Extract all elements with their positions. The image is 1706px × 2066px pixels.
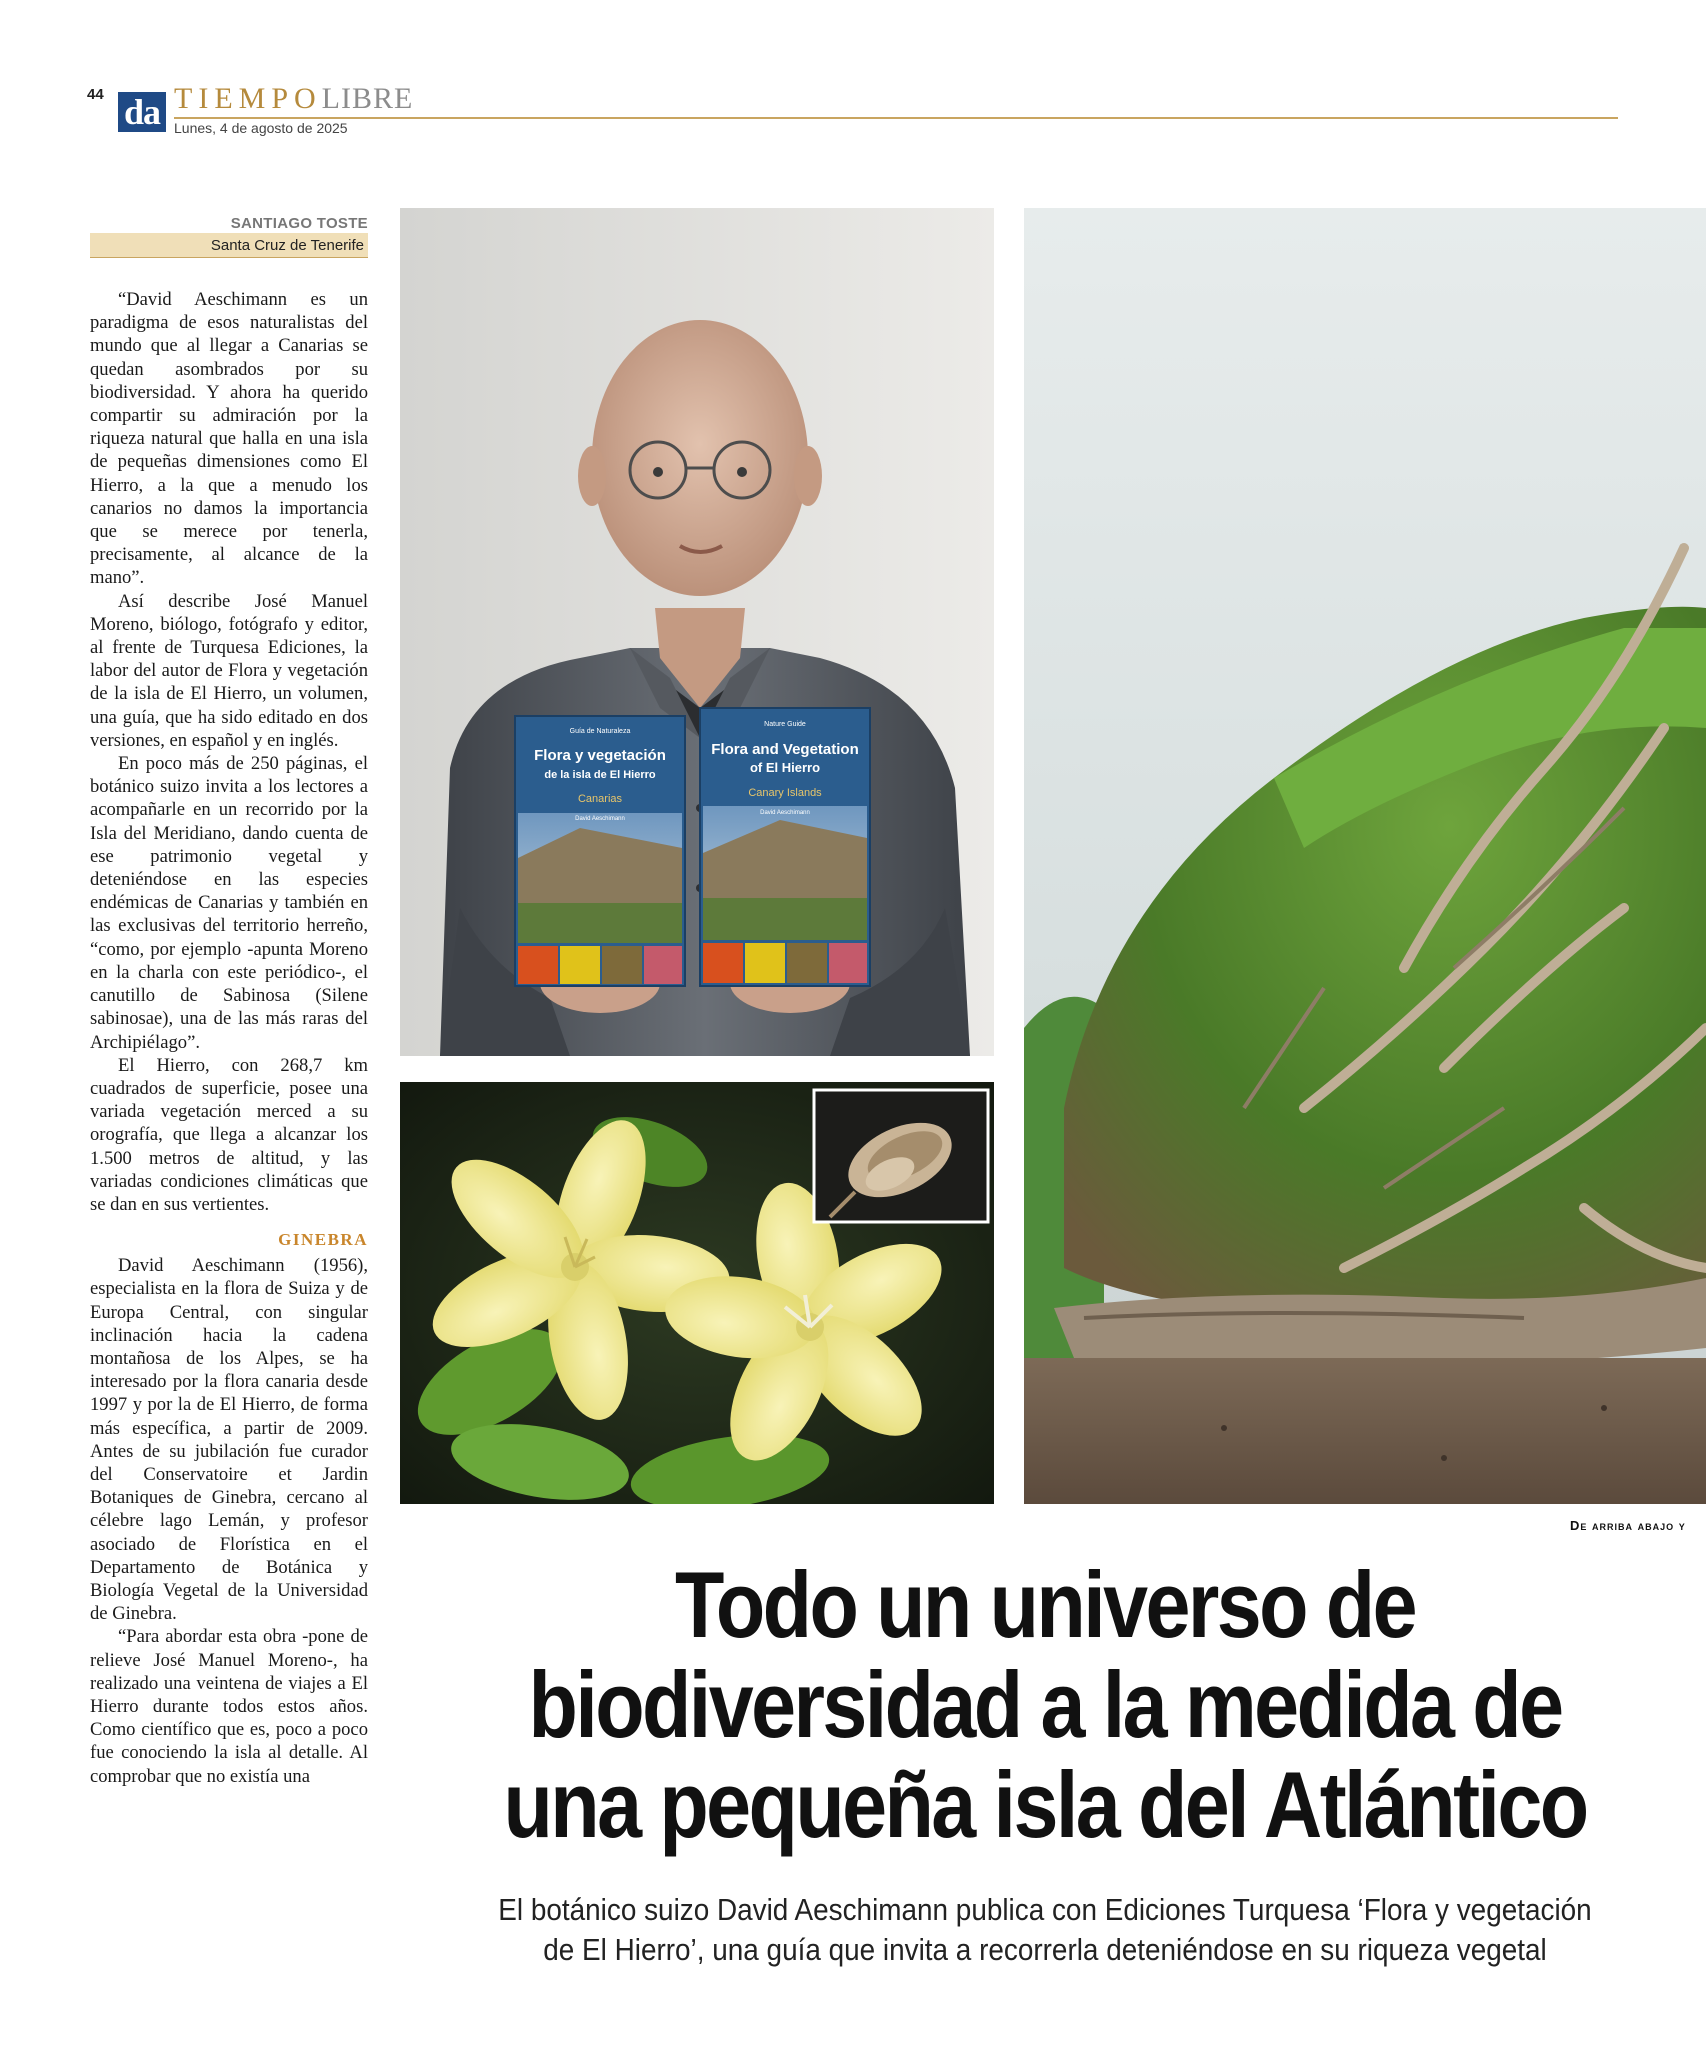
article-paragraph: “David Aeschimann es un paradigma de esos naturalistas del mundo que al llegar a Canarias se quedan asombrados por su biodiversidad. Y ahora ha querido compartir su admiración por la riqueza natural que halla en una isla de pequeñas dimensiones como El Hierro, a la que a menudo los canarios no damos la importancia que se merece por tenerla, precisamente, al alcance de la mano”. [90,289,368,589]
book-title-en-1: Flora and Vegetation [711,741,859,758]
article-paragraph: El Hierro, con 268,7 km cuadrados de superficie, posee una variada vegetación merced a su orografía, que llega a alcanzar los 1.500 metros de altitud, y las variadas condiciones climáticas que se dan en sus vertientes. [90,1054,368,1215]
newspaper-logo: da [118,92,166,132]
article-paragraph: En poco más de 250 páginas, el botánico suizo invita a los lectores a acompañarle en un recorrido por la Isla del Meridiano, dando cuenta de ese patrimonio vegetal y deteniéndose en las especies endémicas de Canarias y también en las exclusivas del territorio herreño, “como, por ejemplo -apunta Moreno en la charla con este periódico-, el canutillo de Sabinosa (Silene sabinosae), una de las más raras del Archipiélago”. [90,753,368,1053]
section-title-accent: LIBRE [321,82,414,115]
header-rule [174,117,1618,119]
article-column [90,288,368,1788]
article-paragraph: “Para abordar esta obra -pone de relieve José Manuel Moreno-, ha realizado una veintena de viajes a El Hierro durante todos estos años. Como científico que es, poco a poco fue conociendo la isla al detalle. Al comprobar que no existía una [90,1626,368,1787]
book-series-en: Nature Guide [764,721,806,728]
byline-author: SANTIAGO TOSTE [230,215,368,232]
book-title-es-1: Flora y vegetación [534,747,666,764]
article-paragraph: David Aeschimann (1956), especialista en la flora de Suiza y de Europa Central, con singular inclinación hacia la cadena montañosa de los Alpes, se ha interesado por la flora canaria desde 1997 y por la de El Hierro, de forma más específica, a partir de 2009. Antes de su jubilación fue curador del Conservatoire et Jardin Botaniques de Ginebra, cercano al célebre lago Lemán, y profesor asociado de Florística en el Departamento de Botánica y Biología Vegetal de la Universidad de Ginebra. [90,1255,368,1625]
subheadline [465,1890,1626,1970]
book-region-es: Canarias [577,793,623,805]
book-title-en-2: of El Hierro [749,760,821,775]
article-subheading: GINEBRA [278,1230,368,1250]
book-cover-spanish [515,716,685,986]
book-region-en: Canary Islands [748,787,822,799]
headline-line: biodiversidad a la medida de [528,1652,1562,1757]
book-author-en: David Aeschimann [760,810,810,816]
seed-inset-photo [814,1090,988,1222]
byline-place: Santa Cruz de Tenerife [90,233,368,258]
sabina-tree-photo [1024,208,1706,1504]
section-title [174,82,413,116]
author-portrait-photo [400,208,994,1056]
page-number: 44 [87,86,104,103]
book-cover-english [700,708,870,986]
photo-caption: De arriba abajo y [1570,1518,1686,1533]
issue-date: Lunes, 4 de agosto de 2025 [174,120,348,136]
book-series-es: Guía de Naturaleza [569,728,631,735]
book-author-es: David Aeschimann [575,816,625,822]
headline [490,1552,1599,1857]
article-paragraph: Así describe José Manuel Moreno, biólogo, fotógrafo y editor, al frente de Turquesa Ediciones, la labor del autor de Flora y vegetación de la isla de El Hierro, un volumen, una guía, que ha sido editado en dos versiones, en español y en inglés. [90,590,368,751]
headline-line: una pequeña isla del Atlántico [503,1752,1587,1857]
subheadline-line: de El Hierro’, una guía que invita a recorrerla deteniéndose en su riqueza vegetal [543,1932,1547,1967]
subheadline-line: El botánico suizo David Aeschimann publica con Ediciones Turquesa ‘Flora y vegetación [498,1892,1592,1927]
book-title-es-2: de la isla de El Hierro [544,769,656,781]
flower-photo [400,1082,994,1504]
headline-line: Todo un universo de [675,1552,1415,1657]
section-title-main: TIEMPO [174,82,322,115]
